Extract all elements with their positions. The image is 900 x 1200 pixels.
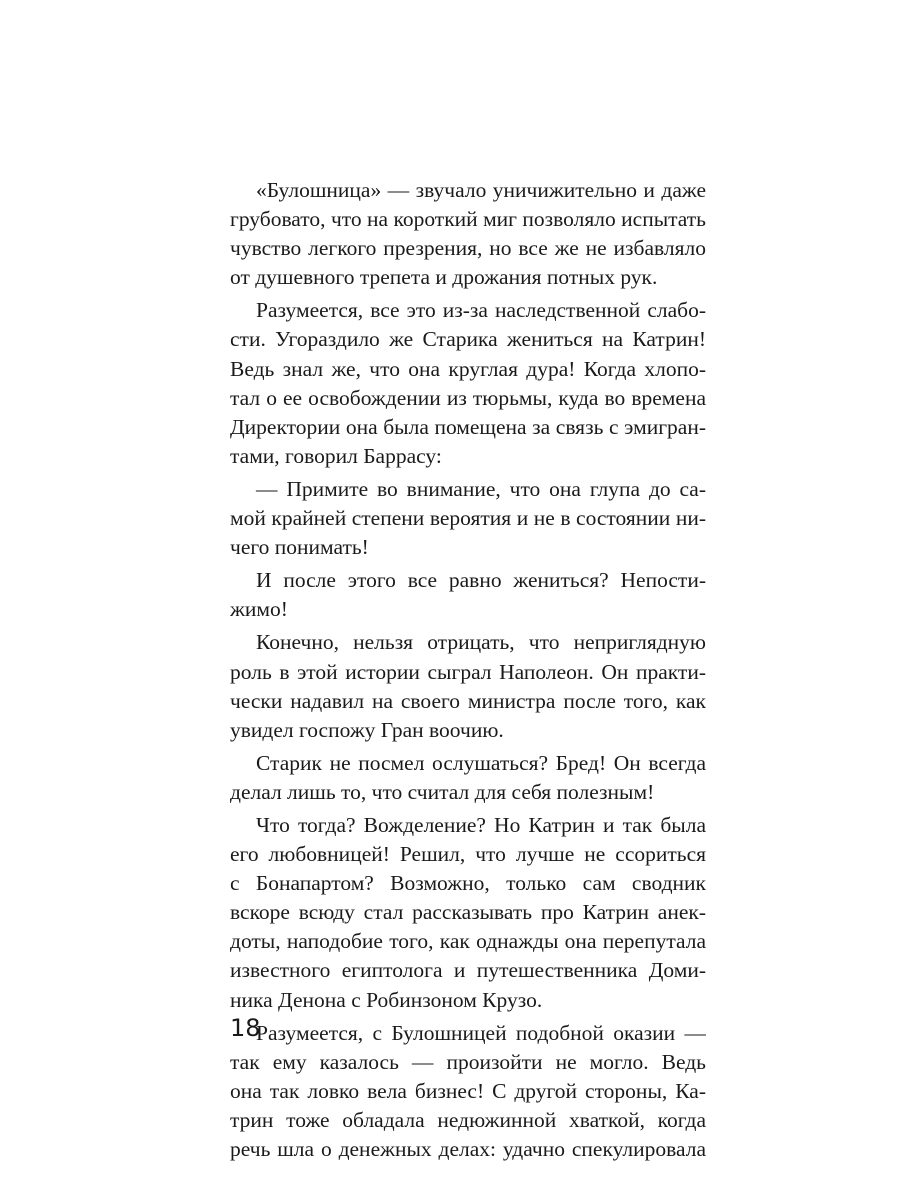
paragraph: [230, 475, 706, 562]
text-line: Директории она была помещена за связь с эмигран-: [230, 414, 706, 439]
text-line: тами, говорил Баррасу:: [230, 443, 442, 468]
text-line: И после этого все равно жениться? Непости-: [256, 568, 706, 593]
text-line: она так ловко вела бизнес! С другой стороны, Ка-: [230, 1078, 706, 1103]
text-line: тал о ее освобождении из тюрьмы, куда во времена: [230, 385, 706, 410]
text-line: с Бонапартом? Возможно, только сам сводник: [230, 871, 706, 896]
text-line: Что тогда? Вожделение? Но Катрин и так была: [256, 812, 706, 837]
text-line: трин тоже обладала недюжинной хваткой, когда: [230, 1107, 706, 1132]
text-line: ника Денона с Робинзоном Крузо.: [230, 987, 543, 1012]
text-line: мой крайней степени вероятия и не в состоянии ни-: [230, 506, 706, 531]
text-line: так ему казалось — произойти не могло. Ведь: [230, 1049, 706, 1074]
text-line: жимо!: [230, 597, 288, 622]
paragraph: [230, 176, 706, 292]
text-line: от душевного трепета и дрожания потных рук.: [230, 265, 658, 290]
text-line: увидел госпожу Гран воочию.: [230, 717, 504, 742]
text-line: грубовато, что на короткий миг позволяло испытать: [230, 207, 706, 232]
paragraph: [230, 566, 706, 624]
page-number: 18: [230, 1014, 261, 1042]
text-line: чего понимать!: [230, 535, 369, 560]
text-line: роль в этой истории сыграл Наполеон. Он практи-: [230, 659, 706, 684]
text-line: чески надавил на своего министра после того, как: [230, 688, 706, 713]
text-line: — Примите во внимание, что она глупа до са-: [256, 476, 706, 501]
text-line: Разумеется, с Булошницей подобной оказии —: [256, 1020, 706, 1045]
text-line: чувство легкого презрения, но все же не избавляло: [230, 236, 706, 261]
text-line: Разумеется, все это из-за наследственной слабо-: [256, 298, 706, 323]
paragraph: [230, 749, 706, 807]
text-line: «Булошница» — звучало уничижительно и даже: [256, 178, 706, 202]
paragraph: [230, 811, 706, 1015]
text-line: сти. Угораздило же Старика жениться на Катрин!: [230, 327, 706, 352]
text-line: известного египтолога и путешественника Доми-: [230, 958, 706, 983]
text-line: вскоре всюду стал рассказывать про Катрин анек-: [230, 900, 706, 925]
text-line: Старик не посмел ослушаться? Бред! Он всегда: [256, 750, 706, 775]
text-line: делал лишь то, что считал для себя полезным!: [230, 779, 655, 804]
text-line: Конечно, нельзя отрицать, что неприглядную: [256, 630, 706, 655]
text-line: Ведь знал же, что она круглая дура! Когда хлопо-: [230, 356, 706, 381]
text-line: речь шла о денежных делах: удачно спекулировала: [230, 1137, 706, 1161]
paragraph: [230, 628, 706, 744]
text-line: доты, наподобие того, как однажды она перепутала: [230, 929, 706, 954]
paragraph: [230, 296, 706, 471]
paragraph: [230, 1019, 706, 1164]
text-line: его любовницей! Решил, что лучше не ссориться: [230, 842, 706, 867]
body-text: [230, 176, 706, 1164]
